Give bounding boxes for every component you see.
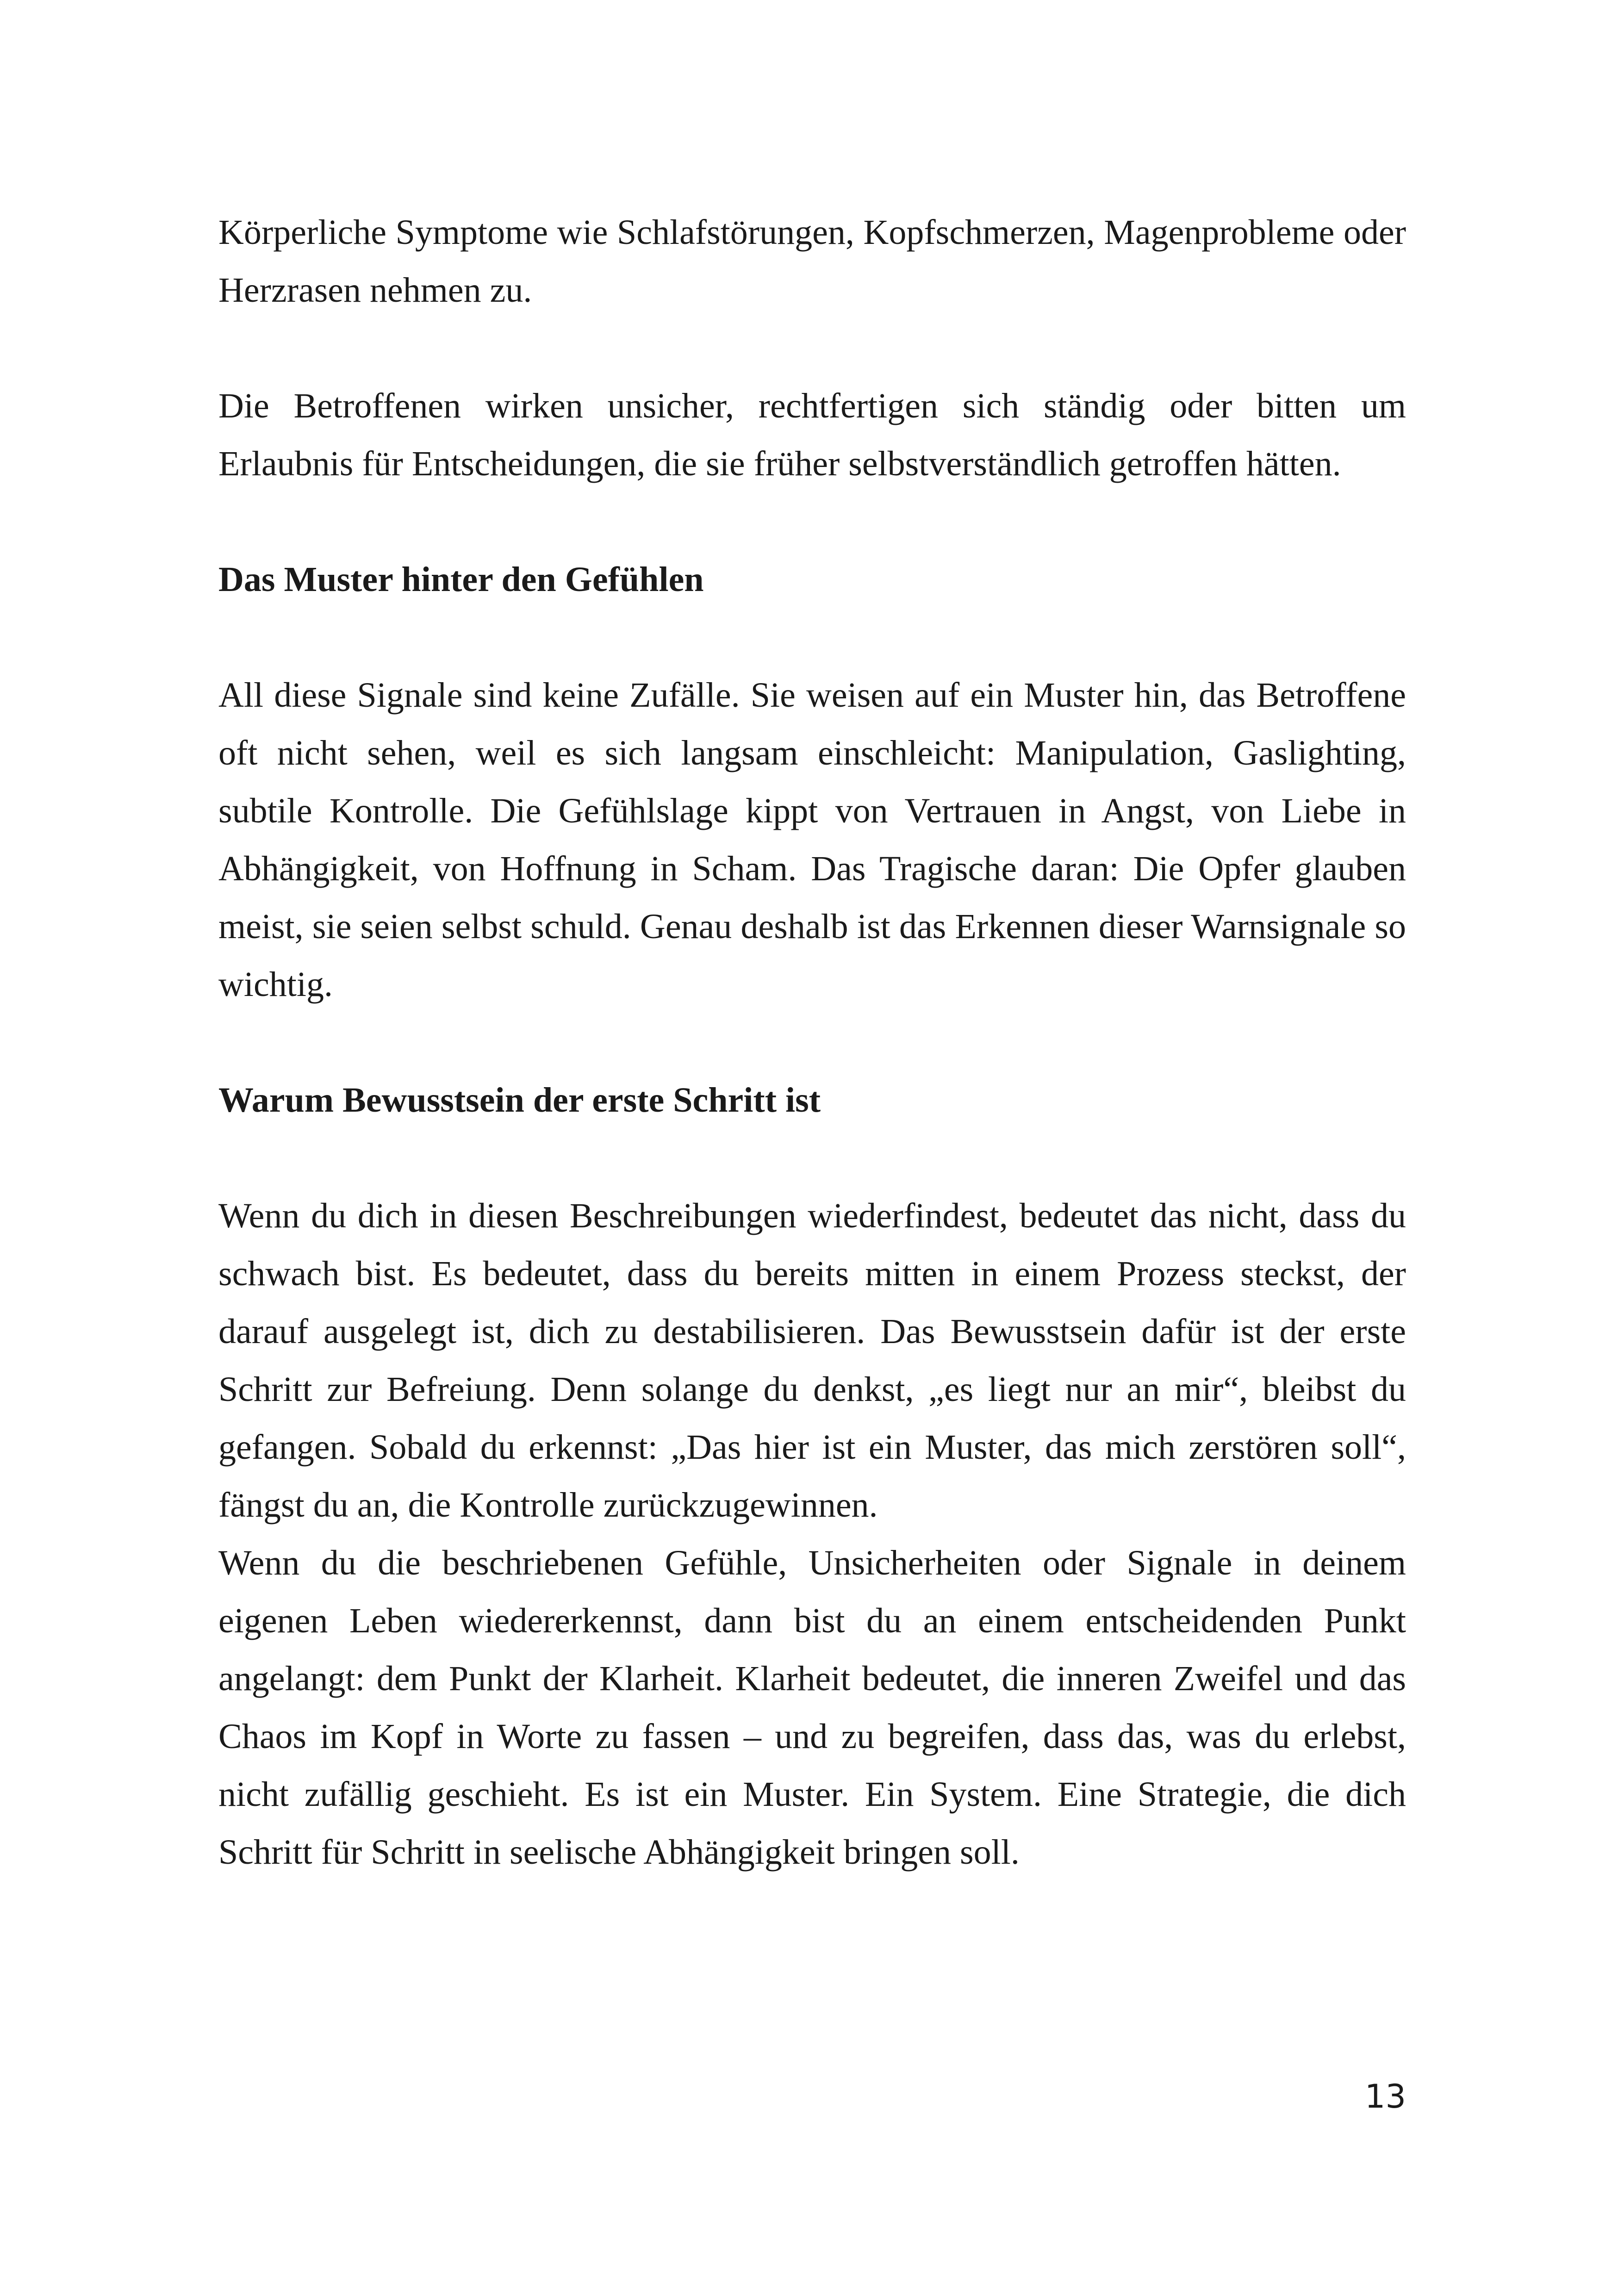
text-column [218,204,1406,1881]
paragraph-awareness: Wenn du dich in diesen Beschreibungen wiederfindest, bedeutet das nicht, dass du schwach bist. Es bedeutet, dass du bereits mitten in einem Prozess steckst, der darauf ausgelegt ist, dich zu destabilisieren. Das Bewusstsein dafür ist der erste Schritt zur Befreiung. Denn solange du denkst, „es liegt nur an mir“, bleibst du gefangen. Sobald du erkennst: „Das hier ist ein Muster, das mich zerstören soll“, fängst du an, die Kontrolle zurückzugewinnen. [218,1196,1406,1524]
paragraph-symptoms: Körperliche Symptome wie Schlafstörungen, Kopfschmerzen, Magenprobleme oder Herzrasen nehmen zu. [218,213,1406,310]
paragraph-pattern: All diese Signale sind keine Zufälle. Sie weisen auf ein Muster hin, das Betroffene oft nicht sehen, weil es sich langsam einschleicht: Manipulation, Gaslighting, subtile Kontrolle. Die Gefühlslage kippt von Vertrauen in Angst, von Liebe in Abhängigkeit, von Hoffnung in Scham. Das Tragische daran: Die Opfer glauben meist, sie seien selbst schuld. Genau deshalb ist das Erkennen dieser Warnsignale so wichtig. [218,676,1406,1004]
paragraph-clarity: Wenn du die beschriebenen Gefühle, Unsicherheiten oder Signale in deinem eigenen Leben wiedererkennst, dann bist du an einem entscheidenden Punkt angelangt: dem Punkt der Klarheit. Klarheit bedeutet, die inneren Zweifel und das Chaos im Kopf in Worte zu fassen – und zu begreifen, dass das, was du erlebst, nicht zufällig geschieht. Es ist ein Muster. Ein System. Eine Strategie, die dich Schritt für Schritt in seelische Abhängigkeit bringen soll. [218,1543,1406,1872]
heading-awareness: Warum Bewusstsein der erste Schritt ist [218,1081,821,1120]
heading-pattern: Das Muster hinter den Gefühlen [218,560,704,599]
paragraph-insecurity: Die Betroffenen wirken unsicher, rechtfertigen sich ständig oder bitten um Erlaubnis für Entscheidungen, die sie früher selbstverständlich getroffen hätten. [218,386,1406,483]
page-number: 13 [1364,2078,1406,2116]
